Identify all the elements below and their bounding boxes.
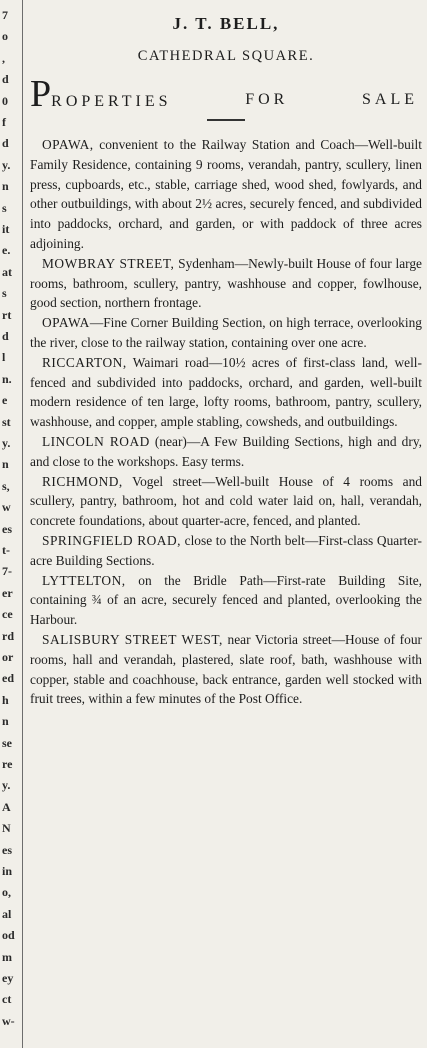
listing-place: MOWBRAY STREET, xyxy=(42,255,175,271)
fragment-text: w- xyxy=(2,1013,15,1028)
fragment-text: y. xyxy=(2,778,11,793)
title-dropcap: P xyxy=(30,73,52,115)
listing-description: Sydenham—Newly-built House of four large rooms, bathroom, scullery, pantry, washhouse and copper, fowlhouse, good section, northern frontage. xyxy=(30,255,422,311)
title-rule xyxy=(207,119,245,121)
property-listing xyxy=(30,531,422,571)
fragment-text: d xyxy=(2,329,9,343)
fragment-text: o xyxy=(2,29,8,44)
fragment-text: er xyxy=(2,585,13,600)
title-first-word xyxy=(30,73,172,115)
fragment-text: 7 xyxy=(2,8,8,22)
listing-description: —Fine Corner Building Section, on high terrace, overlooking the river, close to the railway station, containing over one acre. xyxy=(30,315,422,350)
title-word-3: SALE xyxy=(362,91,418,108)
fragment-text: st xyxy=(2,414,11,429)
fragment-text: rt xyxy=(2,307,12,322)
fragment-text: f xyxy=(2,115,6,129)
fragment-text: ed xyxy=(2,671,14,686)
title-word-2: FOR xyxy=(245,91,289,108)
adjacent-column-fragments xyxy=(0,0,22,1048)
property-listing xyxy=(30,432,422,472)
fragment-text: e xyxy=(2,393,8,408)
property-listing xyxy=(30,630,422,709)
fragment-text: 0 xyxy=(2,93,8,108)
fragment-text: n xyxy=(2,457,9,472)
fragment-text: e. xyxy=(2,243,11,258)
property-listing xyxy=(30,571,422,630)
property-listing xyxy=(30,353,422,432)
fragment-text: rd xyxy=(2,628,14,643)
advertiser-location: CATHEDRAL SQUARE. xyxy=(137,48,315,64)
fragment-text: y. xyxy=(2,436,11,450)
fragment-text: o, xyxy=(2,885,11,900)
listing-place: OPAWA xyxy=(42,315,90,331)
property-listing xyxy=(30,313,422,353)
fragment-text: in xyxy=(2,864,13,878)
listing-description: convenient to the Railway Station and Coach—Well-built Family Residence, containing 9 rooms, verandah, pantry, scullery, linen press, cupboards, etc., stable, carriage shed, wood shed, fowlyards, and other outbuildings, with about 2½ acres, securely fenced, and subdivided into paddocks, orchard, and garden, or with paddock of three acres adjoining. xyxy=(30,137,422,251)
fragment-text: n. xyxy=(2,371,12,386)
fragment-text: m xyxy=(2,949,12,964)
fragment-text: ey xyxy=(2,971,14,985)
fragment-text: N xyxy=(2,821,11,836)
fragment-text: l xyxy=(2,350,6,365)
fragment-text: 7- xyxy=(2,564,12,579)
fragment-text: d xyxy=(2,72,9,87)
listings xyxy=(30,135,422,709)
fragment-text: n xyxy=(2,179,9,194)
fragment-text: al xyxy=(2,906,12,921)
listing-description: near Victoria street—House of four rooms, hall and verandah, plastered, slate roof, bath, washhouse with copper, stable and coachhouse, back entrance, garden well stocked with fruit trees, within a few minutes of the Post Office. xyxy=(30,631,422,707)
listing-place: SALISBURY STREET WEST, xyxy=(42,631,223,647)
fragment-text: w xyxy=(2,500,11,515)
listing-description: Waimari road—10½ acres of first-class land, well-fenced and subdivided into paddocks, orchard, and garden, well-built modern residence of ten large, lofty rooms, bathroom, pantry, scullery, washhouse, and copper, ample stabling, cowsheds, and outbuildings. xyxy=(30,354,422,430)
fragment-text: d xyxy=(2,136,9,151)
fragment-text: at xyxy=(2,264,12,279)
listing-place: RICHMOND, xyxy=(42,473,123,489)
listing-description: Vogel street—Well-built House of 4 rooms and scullery, pantry, bathroom, hot and cold water laid on, hall, verandah, concrete foundations, about quarter-acre, fenced, and planted. xyxy=(30,473,422,529)
listing-place: LINCOLN ROAD xyxy=(42,433,150,449)
listing-description: (near)—A Few Building Sections, high and dry, and close to the workshops. Easy terms. xyxy=(30,433,422,469)
fragment-text: h xyxy=(2,692,9,707)
ad-title xyxy=(30,73,422,115)
fragment-text: it xyxy=(2,222,10,236)
fragment-text: es xyxy=(2,842,12,857)
fragment-text: A xyxy=(2,799,11,814)
fragment-text: y. xyxy=(2,157,11,172)
fragment-text: s xyxy=(2,200,7,215)
advertiser-name: J. T. BELL, xyxy=(172,14,280,33)
fragment-text: re xyxy=(2,757,13,771)
property-listing xyxy=(30,254,422,313)
fragment-text: , xyxy=(2,50,5,65)
column-rule xyxy=(22,0,23,1048)
fragment-text: s, xyxy=(2,478,10,493)
property-listing xyxy=(30,135,422,254)
title-word-1: ROPERTIES xyxy=(51,93,172,110)
listing-place: LYTTELTON, xyxy=(42,572,126,588)
fragment-text: od xyxy=(2,928,15,943)
fragment-text: n xyxy=(2,714,9,729)
fragment-text: s xyxy=(2,286,7,301)
fragment-text: ct xyxy=(2,992,12,1007)
fragment-text: or xyxy=(2,650,14,664)
listing-description: close to the North belt—First-class Quarter-acre Building Sections. xyxy=(30,532,422,568)
fragment-text: t- xyxy=(2,543,10,557)
listing-place: SPRINGFIELD ROAD, xyxy=(42,532,181,548)
listing-place: OPAWA, xyxy=(42,137,94,152)
advertisement xyxy=(30,0,422,709)
listing-description: on the Bridle Path—First-rate Building Site, containing ¾ of an acre, securely fenced and planted, overlooking the Harbour. xyxy=(30,572,422,628)
fragment-text: ce xyxy=(2,607,13,622)
listing-place: RICCARTON, xyxy=(42,354,127,370)
fragment-text: es xyxy=(2,521,12,536)
fragment-text: se xyxy=(2,735,12,750)
property-listing xyxy=(30,472,422,531)
